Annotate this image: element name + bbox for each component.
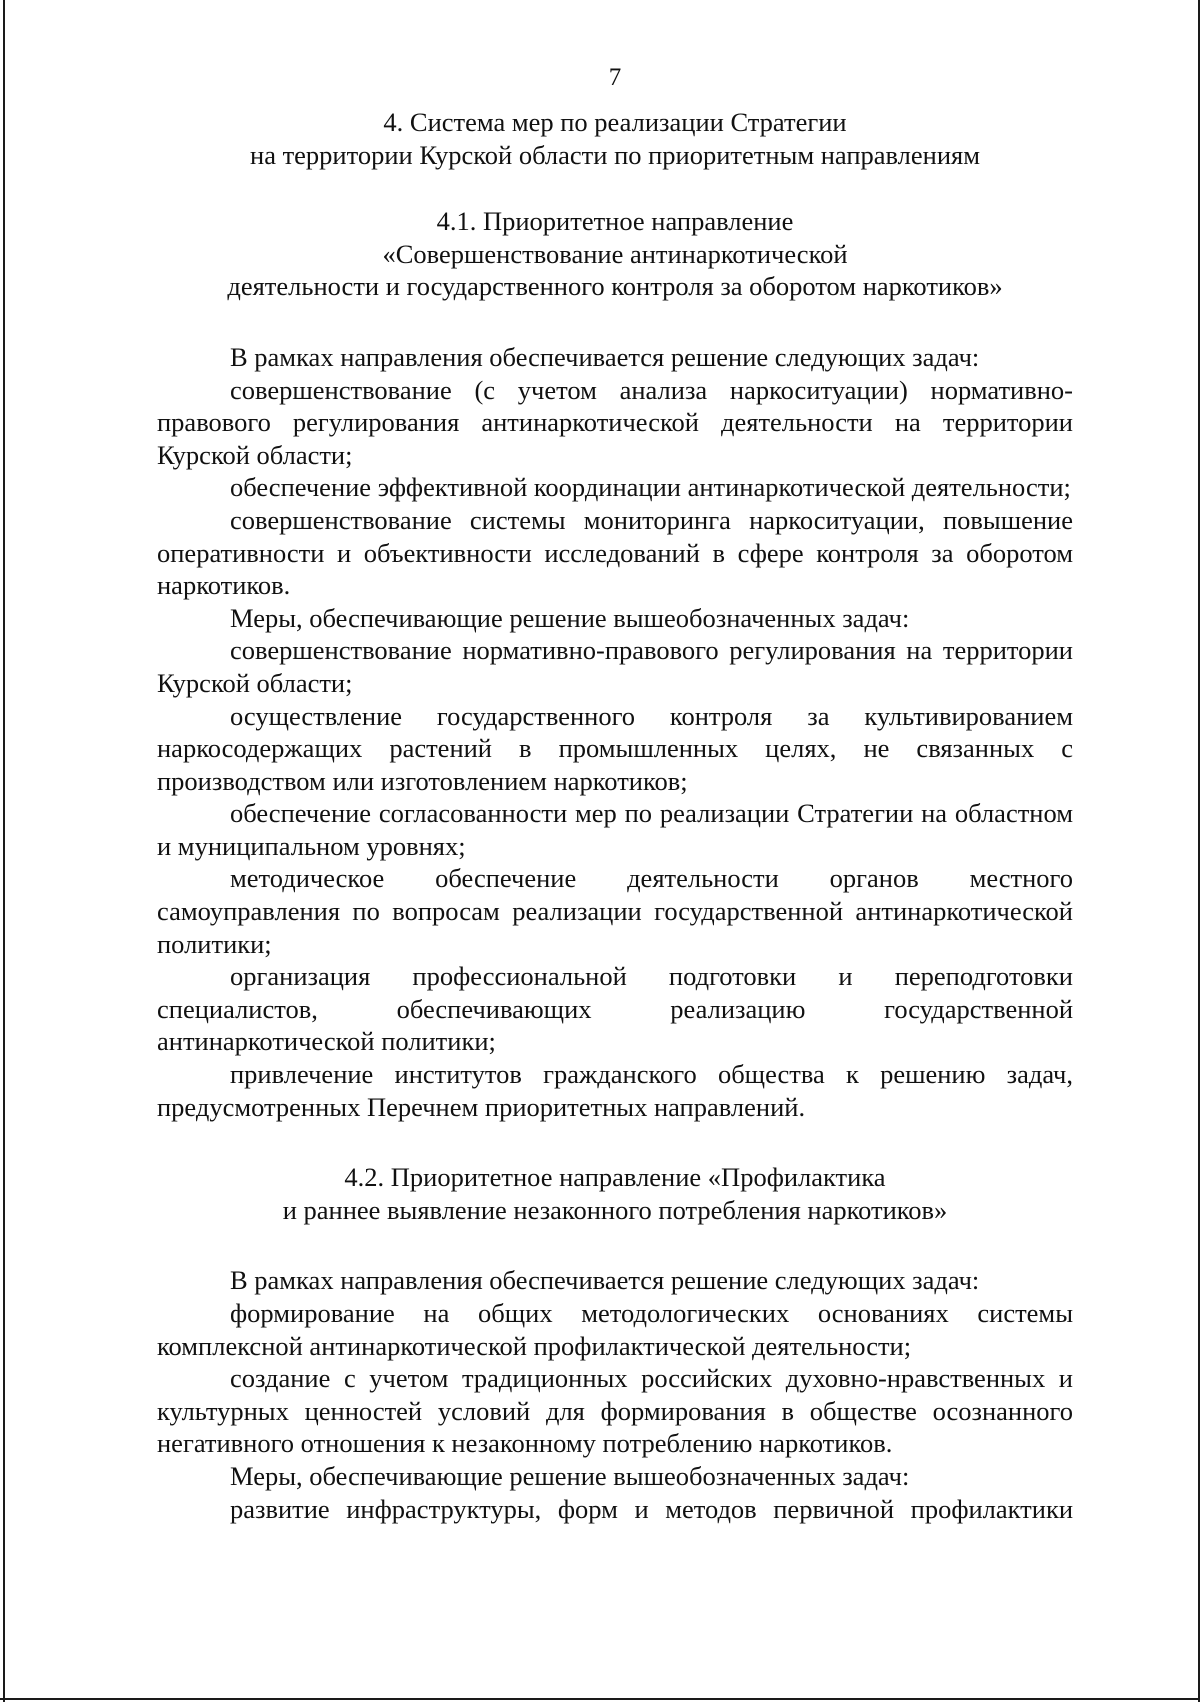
heading-line: 4. Система мер по реализации Стратегии [383, 107, 847, 137]
paragraph: формирование на общих методологических основаниях системы комплексной антинаркотической профилактической деятельности; [157, 1298, 1073, 1361]
heading-line: на территории Курской области по приоритетным направлениям [250, 139, 980, 170]
heading-line: деятельности и государственного контроля за оборотом наркотиков» [227, 271, 1003, 302]
heading-line: 4.2. Приоритетное направление «Профилактика [344, 1162, 886, 1193]
paragraph: осуществление государственного контроля за культивированием наркосодержащих растений в промышленных целях, не связанных с производством или изготовлением наркотиков; [157, 700, 1073, 796]
section-4-1-body [157, 341, 1073, 1123]
heading-line: и раннее выявление незаконного потребления наркотиков» [282, 1194, 948, 1225]
paragraph: совершенствование (с учетом анализа наркоситуации) нормативно-правового регулирования антинаркотической деятельности на территории Курской области; [157, 374, 1073, 470]
document-body [157, 106, 1073, 1525]
paragraph: совершенствование нормативно-правового регулирования на территории Курской области; [157, 635, 1073, 698]
page-number: 7 [608, 64, 622, 91]
scan-edge-bottom [0, 1698, 1200, 1700]
section-4-2-body [157, 1264, 1073, 1525]
paragraph: совершенствование системы мониторинга наркоситуации, повышение оперативности и объективности исследований в сфере контроля за оборотом наркотиков. [157, 504, 1073, 601]
section-4-1-heading [157, 205, 1073, 303]
paragraph: В рамках направления обеспечивается решение следующих задач: [230, 341, 980, 372]
section-4-heading [157, 106, 1073, 171]
paragraph: создание с учетом традиционных российских духовно-нравственных и культурных ценностей условий для формирования в обществе осознанного негативного отношения к незаконному потреблению наркотиков. [157, 1363, 1073, 1459]
scan-edge-left [3, 0, 5, 1702]
paragraph: обеспечение эффективной координации антинаркотической деятельности; [230, 472, 1071, 503]
paragraph: Меры, обеспечивающие решение вышеобозначенных задач: [230, 602, 910, 633]
section-4-2-heading [157, 1161, 1073, 1226]
paragraph: обеспечение согласованности мер по реализации Стратегии на областном и муниципальном уровнях; [157, 798, 1073, 861]
paragraph: В рамках направления обеспечивается решение следующих задач: [230, 1265, 980, 1296]
heading-line: «Совершенствование антинаркотической [382, 238, 848, 269]
paragraph: Меры, обеспечивающие решение вышеобозначенных задач: [230, 1460, 910, 1491]
paragraph: организация профессиональной подготовки и переподготовки специалистов, обеспечивающих реализацию государственной антинаркотической политики; [157, 961, 1073, 1057]
paragraph: развитие инфраструктуры, форм и методов первичной профилактики [230, 1493, 1073, 1524]
heading-line: 4.1. Приоритетное направление [436, 206, 794, 237]
paragraph: привлечение институтов гражданского общества к решению задач, предусмотренных Перечнем приоритетных направлений. [157, 1059, 1073, 1122]
paragraph: методическое обеспечение деятельности органов местного самоуправления по вопросам реализации государственной антинаркотической политики; [157, 863, 1073, 959]
